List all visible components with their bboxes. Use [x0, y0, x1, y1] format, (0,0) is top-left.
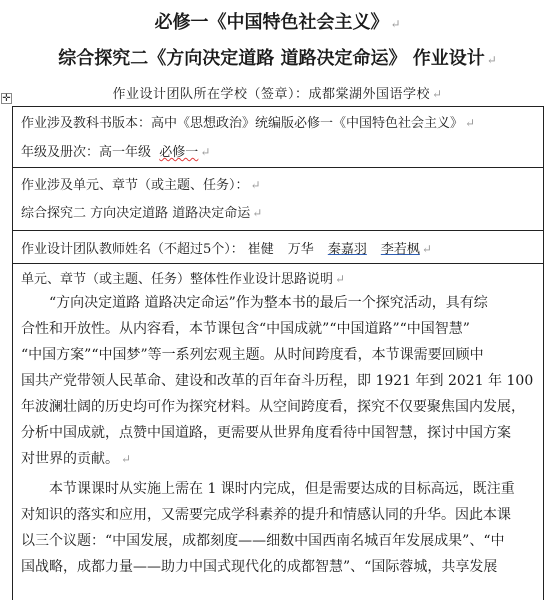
plan-paragraph-2 — [21, 476, 533, 580]
document-title: 必修一《中国特色社会主义》 ↵ — [154, 12, 401, 33]
team-line: 作业设计团队教师姓名（不超过5个）： 崔健 万华 秦嘉羽 李若枫 ↵ — [21, 242, 432, 257]
grade-line: 年级及册次：高一年级 必修一 ↵ — [21, 145, 211, 160]
paragraph-mark-icon: ↵ — [486, 53, 497, 67]
teacher-name: 万华 — [287, 242, 314, 257]
paragraph-mark-icon: ↵ — [121, 452, 132, 466]
paragraph-mark-icon: ↵ — [252, 206, 263, 220]
text-line: 本节课课时从实施上需在 1 课时内完成，但是需要达成的目标高远，既注重 — [49, 481, 515, 497]
text-line: 国战略，成都力量——助力中国式现代化的成都智慧”、“国际蓉城，共享发展 — [21, 559, 498, 575]
assignment-table — [12, 106, 544, 600]
paragraph-mark-icon: ↵ — [250, 178, 261, 192]
plan-heading: 单元、章节（或主题、任务）整体性作业设计思路说明 ↵ — [21, 272, 346, 287]
text-line: 以三个议题：“中国发展，成都刻度——细数中国西南名城百年发展成果”、“中 — [21, 533, 505, 549]
text-line: 合性和开放性。从内容看，本节课包含“中国成就”“中国道路”“中国智慧” — [21, 321, 470, 337]
paragraph-mark-icon: ↵ — [421, 242, 432, 256]
unit-label: 作业涉及单元、章节（或主题、任务）： ↵ — [21, 178, 261, 193]
teacher-name: 李若枫 — [380, 242, 420, 257]
text-line: 国共产党带领人民革命、建设和改革的百年奋斗历程，即 1921 年到 2021 年 100 — [21, 373, 534, 389]
paragraph-mark-icon: ↵ — [465, 116, 476, 130]
paragraph-mark-icon: ↵ — [200, 145, 211, 159]
document-subtitle: 综合探究二《方向决定道路 道路决定命运》 作业设计 ↵ — [58, 48, 497, 69]
teacher-name: 崔健 — [247, 242, 274, 257]
table-row-plan — [13, 264, 543, 604]
text-line: “方向决定道路 道路决定命运”作为整本书的最后一个探究活动，具有综 — [49, 295, 488, 311]
textbook-line: 作业涉及教科书版本：高中《思想政治》统编版必修一《中国特色社会主义》 ↵ — [21, 116, 476, 131]
plan-paragraph-1 — [21, 290, 533, 472]
text-line: “中国方案”“中国梦”等一系列宏观主题。从时间跨度看，本节课需要回顾中 — [21, 347, 484, 363]
text-line: 分析中国成就，点赞中国道路，更需要从世界角度看待中国智慧，探讨中国方案 — [21, 425, 511, 441]
school-line: 作业设计团队所在学校（签章）：成都棠湖外国语学校 ↵ — [112, 87, 443, 102]
table-row-unit — [13, 168, 543, 231]
table-row-team — [13, 231, 543, 264]
unit-value: 综合探究二 方向决定道路 道路决定命运 ↵ — [21, 206, 263, 221]
paragraph-mark-icon: ↵ — [431, 87, 443, 101]
table-move-handle-icon[interactable]: ✛ — [2, 93, 11, 104]
teacher-name: 秦嘉羽 — [327, 242, 367, 257]
text-line: 对世界的贡献。 ↵ — [21, 451, 132, 467]
paragraph-mark-icon: ↵ — [390, 17, 401, 31]
paragraph-mark-icon: ↵ — [335, 272, 346, 286]
text-line: 对知识的落实和应用，又需要完成学科素养的提升和情感认同的升华。因此本课 — [21, 507, 511, 523]
table-row-textbook — [13, 107, 543, 168]
text-line: 年波澜壮阔的历史均可作为探究材料。从空间跨度看，探究不仅要聚焦国内发展， — [21, 399, 525, 415]
